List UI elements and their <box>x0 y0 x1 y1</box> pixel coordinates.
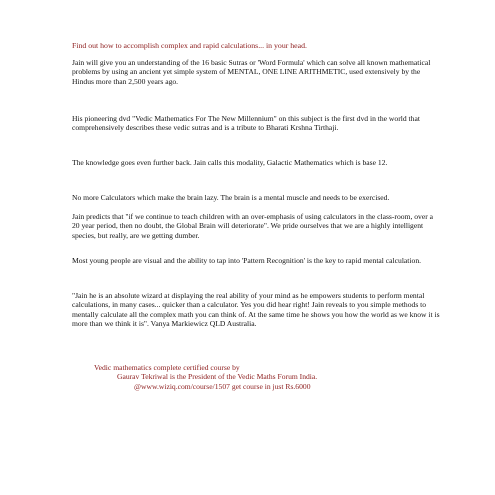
footer-line-link[interactable]: @www.wiziq.com/course/1507 get course in just Rs.6000 <box>134 381 311 391</box>
paragraph-sutras: Jain will give you an understanding of the 16 basic Sutras or 'Word Formula' which can solve all known mathematical problems by using an ancient yet simple system of MENTAL, ONE LINE ARITHMETIC, used extensively by the Hindus more than 2,500 years ago. <box>72 58 431 86</box>
paragraph-prediction: Jain predicts that "if we continue to teach children with an over-emphasis of using calculators in the class-room, over a 20 year period, then no doubt, the Global Brain will deteriorate". We pride ourselves that we are a highly intelligent species, but really, are we getting dumber. <box>72 212 434 240</box>
paragraph-dvd: His pioneering dvd "Vedic Mathematics For The New Millennium" on this subject is the first dvd in the world that comprehensively describes these vedic sutras and is a tribute to Bharati Krshna Tirthaji. <box>72 114 420 133</box>
paragraph-pattern: Most young people are visual and the ability to tap into 'Pattern Recognition' is the key to rapid mental calculation. <box>72 256 422 265</box>
footer-line-president: Gaurav Tekriwal is the President of the Vedic Maths Forum India. <box>117 372 318 382</box>
footer-line-course: Vedic mathematics complete certified course by <box>94 363 240 372</box>
headline: Find out how to accomplish complex and rapid calculations... in your head. <box>72 41 307 50</box>
paragraph-calculators: No more Calculators which make the brain lazy. The brain is a mental muscle and needs to be exercised. <box>72 193 390 202</box>
paragraph-testimonial: "Jain he is an absolute wizard at displaying the real ability of your mind as he empowers students to perform mental calculations, in many cases... quicker than a calculator. Yes you did hear right! Jain reveals to you simple methods to mentally calculate all the complex math you can think of. At the same time he shows you how the world as we know it is more than we think it is". Vanya Markiewicz QLD Australia. <box>72 291 440 329</box>
paragraph-galactic: The knowledge goes even further back. Jain calls this modality, Galactic Mathematics which is base 12. <box>72 158 388 167</box>
course-footer <box>94 363 424 391</box>
